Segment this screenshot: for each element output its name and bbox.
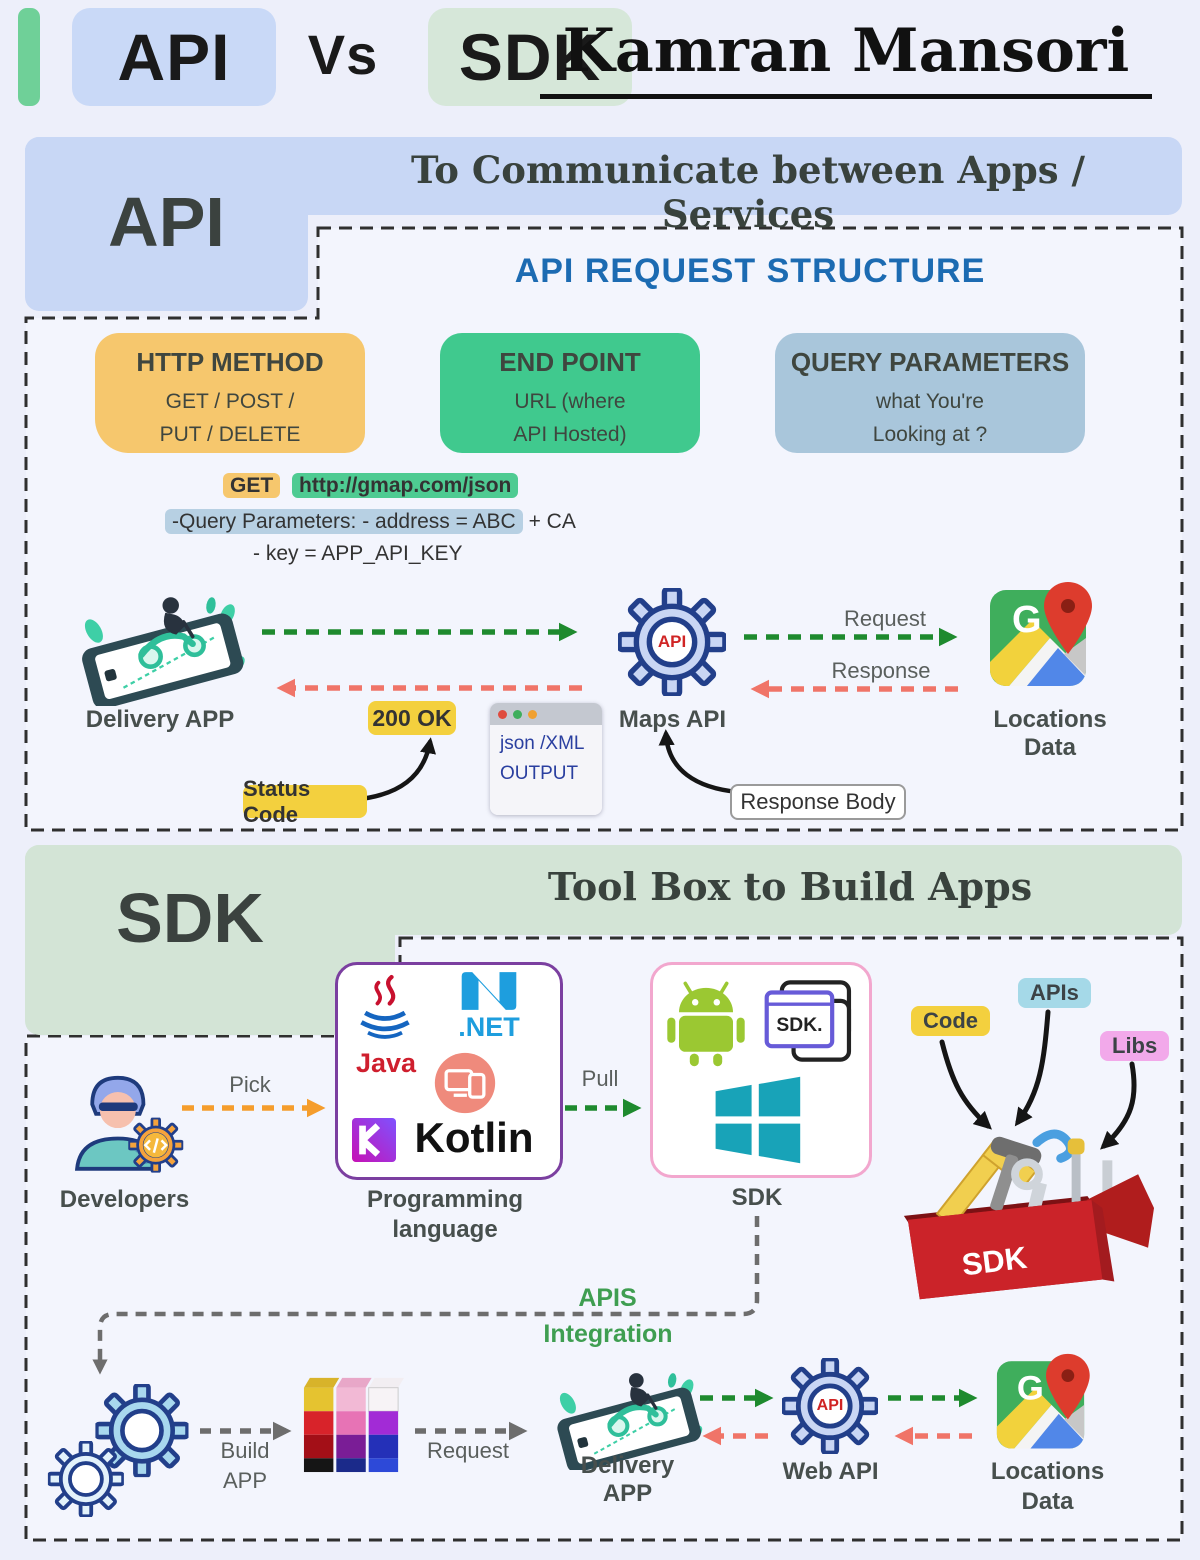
end-point-card: [440, 333, 700, 453]
toolbox-sdk-text: SDK: [960, 1239, 1029, 1283]
http-method-card: [95, 333, 365, 453]
web-api-label: Web API: [782, 1458, 879, 1485]
build-gears-icon: [46, 1382, 198, 1520]
api-title-text: API: [117, 20, 231, 94]
build-label-line1: Build: [220, 1438, 270, 1463]
example-query-tail: + CA: [528, 510, 576, 533]
response-label: Response: [831, 658, 931, 683]
query-parameters-line1: what You're: [876, 390, 984, 413]
output-line2: OUTPUT: [500, 763, 579, 784]
api-title-chip: [72, 8, 276, 106]
locations-sdk-label-line2: Data: [1021, 1488, 1074, 1515]
dotnet-logo-text: .NET: [458, 1012, 520, 1042]
end-point-line2: API Hosted): [513, 422, 627, 446]
example-key-line: - key = APP_API_KEY: [253, 542, 463, 565]
sdk-big-label: SDK: [116, 879, 264, 957]
kotlin-logo-text: Kotlin: [414, 1114, 534, 1161]
integration-label-line1: APIS: [578, 1284, 637, 1312]
google-maps-icon: [988, 580, 1100, 692]
apis-chip: APIs: [1018, 978, 1091, 1008]
locations-sdk-label-line1: Locations: [990, 1458, 1105, 1485]
locations-data-label-line1: Locations: [993, 706, 1107, 733]
vs-label: Vs: [307, 23, 379, 86]
end-point-line1: URL (where: [514, 390, 626, 413]
programming-caption-line2: language: [392, 1216, 498, 1243]
sdk-toolbox-icon: [888, 1112, 1156, 1302]
libs-chip: Libs: [1100, 1031, 1169, 1061]
status-code-chip: Status Code: [243, 785, 367, 818]
maps-api-label: Maps API: [618, 706, 727, 733]
google-maps-icon-sdk: [995, 1352, 1097, 1454]
query-parameters-line2: Looking at ?: [872, 422, 988, 446]
locations-data-label-line2: Data: [1023, 734, 1077, 761]
sdk-tagline: Tool Box to Build Apps: [547, 864, 1033, 909]
sdk-box-caption: SDK: [731, 1184, 783, 1211]
programming-caption-line1: Programming: [366, 1186, 524, 1213]
output-window-icon: [490, 703, 602, 815]
android-robot-icon: [665, 978, 747, 1068]
java-logo-icon: [352, 972, 418, 1050]
output-line1: json /XML: [500, 733, 585, 754]
web-api-gear-text: API: [816, 1397, 844, 1414]
developer-glasses: [99, 1102, 138, 1111]
delivery-app-sdk-label-line1: Delivery: [580, 1452, 675, 1479]
windows-logo-icon: [712, 1074, 802, 1166]
http-method-title: HTTP METHOD: [136, 347, 324, 377]
author-name: Kamran Mansori: [540, 16, 1152, 99]
request-label: Request: [844, 606, 926, 631]
delivery-app-label: Delivery APP: [85, 706, 235, 733]
example-query-highlight: -Query Parameters: - address = ABC: [165, 509, 523, 534]
http-method-line2: PUT / DELETE: [159, 422, 301, 446]
pick-label: Pick: [229, 1072, 271, 1097]
api-tagline: To Communicate between Apps / Services: [410, 148, 1086, 236]
query-parameters-card: [775, 333, 1085, 453]
developers-icon: [60, 1060, 188, 1180]
maps-api-gear-text: API: [657, 632, 687, 651]
example-method-chip: GET: [223, 473, 280, 498]
api-big-label: API: [108, 183, 225, 261]
developers-label: Developers: [59, 1186, 190, 1213]
query-parameters-title: QUERY PARAMETERS: [790, 347, 1070, 377]
request-structure-title: API REQUEST STRUCTURE: [514, 252, 986, 290]
code-chip: Code: [911, 1006, 990, 1036]
devices-circle-icon: [432, 1050, 498, 1116]
end-point-title: END POINT: [499, 347, 641, 377]
java-logo-text: Java: [355, 1048, 417, 1078]
accent-bar: [18, 8, 40, 106]
delivery-app-sdk-label-line2: APP: [602, 1480, 653, 1507]
sdk-title-text: SDK: [458, 20, 602, 94]
dotnet-logo-icon: [448, 970, 530, 1012]
build-label-line2: APP: [222, 1468, 268, 1493]
browser-dot-green: [513, 710, 522, 719]
http-method-line1: GET / POST /: [165, 390, 295, 413]
app-blocks-icon: [300, 1372, 406, 1474]
browser-bar: [490, 703, 602, 725]
integration-label-line2: Integration: [543, 1320, 673, 1348]
sdk-window-text: SDK.: [776, 1015, 823, 1037]
pull-label: Pull: [581, 1066, 619, 1091]
status-value-chip: 200 OK: [368, 701, 456, 735]
request-label-sdk: Request: [427, 1438, 509, 1463]
kotlin-logo-icon: [352, 1118, 396, 1162]
delivery-app-icon: [70, 578, 255, 706]
browser-dot-red: [498, 710, 507, 719]
browser-dot-orange: [528, 710, 537, 719]
response-body-chip: Response Body: [730, 784, 906, 820]
example-url-chip: http://gmap.com/json: [292, 473, 518, 498]
sdk-window-icon: [760, 978, 854, 1064]
